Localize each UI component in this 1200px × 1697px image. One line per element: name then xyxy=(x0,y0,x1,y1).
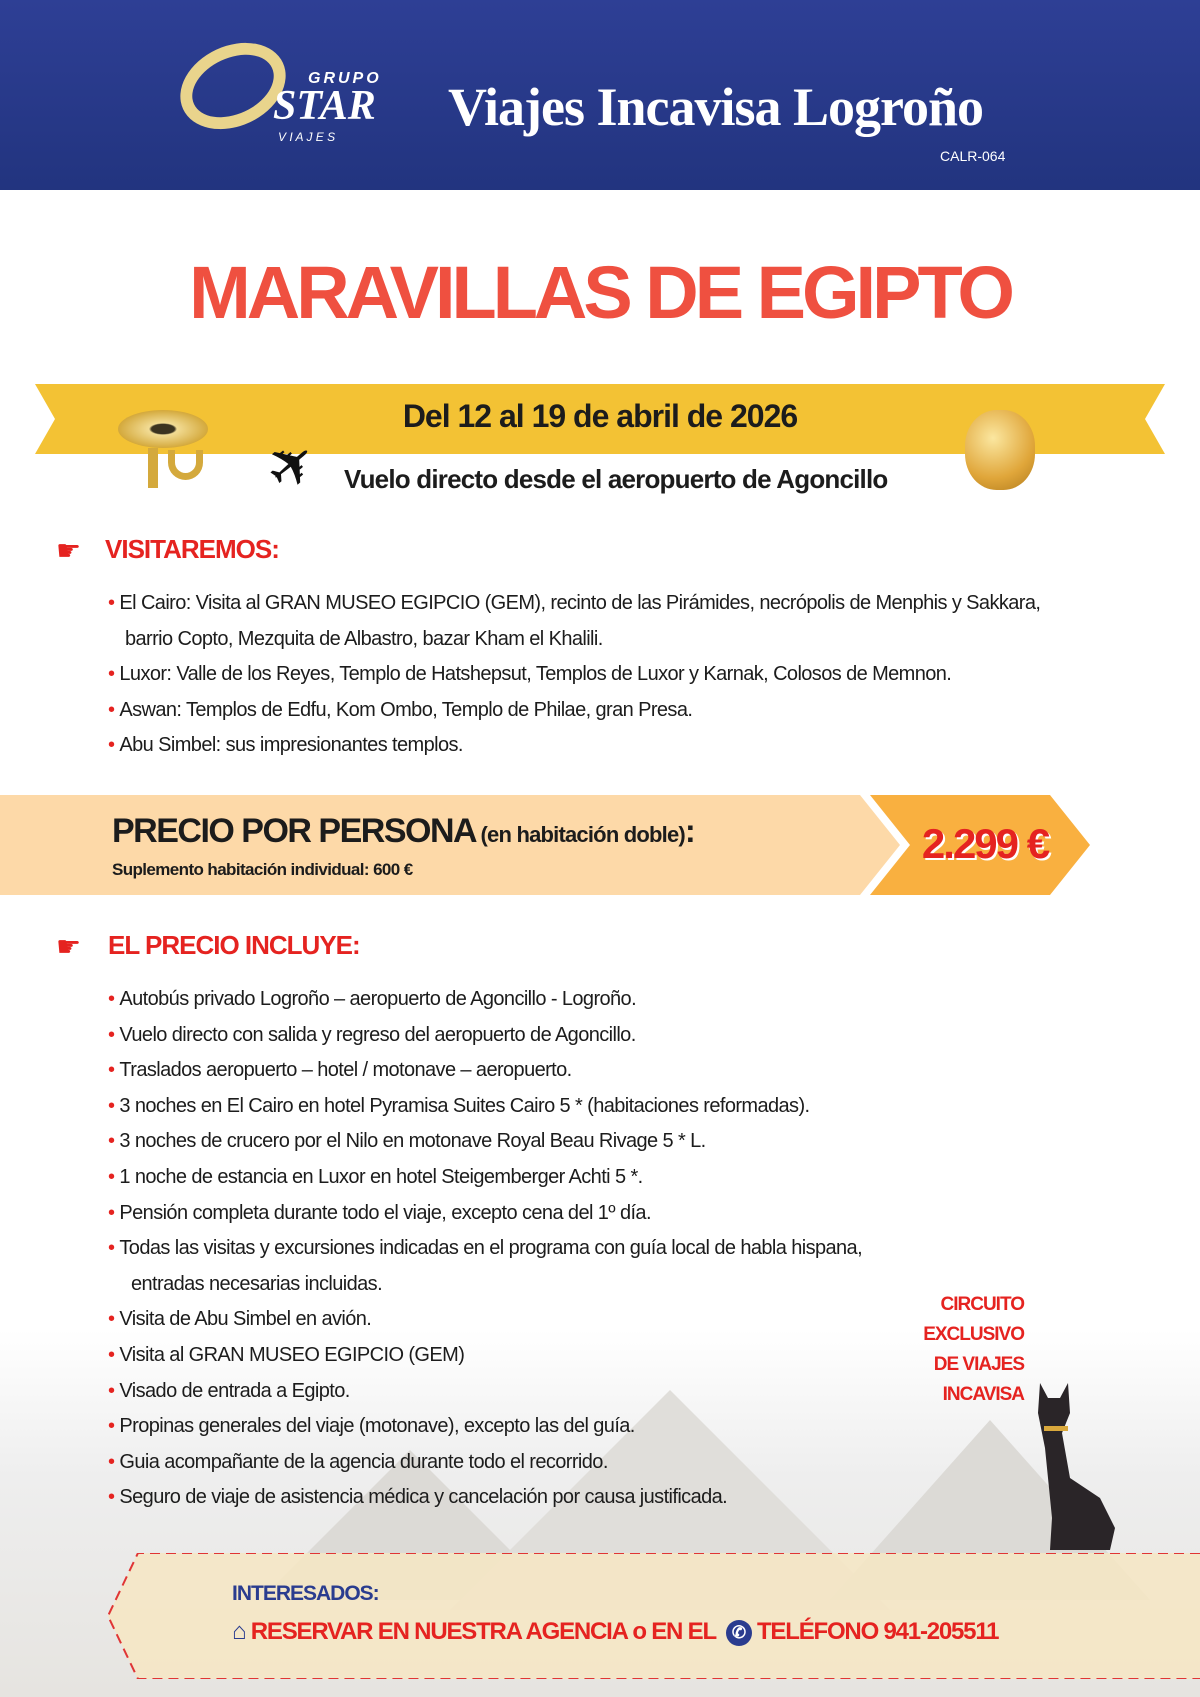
list-item: entradas necesarias incluidas. xyxy=(131,1272,383,1295)
list-item: • 3 noches en El Cairo en hotel Pyramisa Suites Cairo 5 * (habitaciones reformadas). xyxy=(108,1089,1008,1125)
single-supplement: Suplemento habitación individual: 600 € xyxy=(112,860,413,879)
list-item: • Vuelo directo con salida y regreso del aeropuerto de Agoncillo. xyxy=(108,1018,1008,1054)
cat-statue-icon xyxy=(1030,1378,1125,1558)
list-item: • Seguro de viaje de asistencia médica y cancelación por causa justificada. xyxy=(108,1480,1008,1516)
list-item: • Luxor: Valle de los Reyes, Templo de Hatshepsut, Templos de Luxor y Karnak, Colosos de Memnon. xyxy=(108,657,1168,693)
price-note: (en habitación doble) xyxy=(480,822,685,847)
pointing-hand-icon: ☛ xyxy=(56,931,82,962)
pointing-hand-icon: ☛ xyxy=(56,535,82,566)
phone-number[interactable]: TELÉFONO 941-205511 xyxy=(756,1618,999,1645)
supplement-wrap xyxy=(112,860,413,880)
list-item: • Abu Simbel: sus impresionantes templos. xyxy=(108,728,1168,764)
reserve-text: RESERVAR EN NUESTRA AGENCIA o EN EL xyxy=(250,1618,716,1645)
interested-label: INTERESADOS: xyxy=(232,1582,379,1605)
airplane-icon: ✈ xyxy=(252,425,332,507)
trip-dates: Del 12 al 19 de abril de 2026 xyxy=(402,398,798,434)
list-item: • El Cairo: Visita al GRAN MUSEO EGIPCIO (GEM), recinto de las Pirámides, necrópolis de Menphis y Sakkara, xyxy=(108,586,1168,622)
exclusive-circuit-note: CIRCUITO EXCLUSIVO DE VIAJES INCAVISA xyxy=(923,1294,1024,1405)
agency-name: Viajes Incavisa Logroño xyxy=(448,77,984,137)
list-item: • Todas las visitas y excursiones indicadas en el programa con guía local de habla hispana, xyxy=(108,1231,1008,1267)
scarab-icon xyxy=(955,395,1045,500)
contact-band xyxy=(108,1553,1200,1679)
title-wrap xyxy=(0,250,1200,335)
list-item: • Traslados aeropuerto – hotel / motonave – aeropuerto. xyxy=(108,1053,1008,1089)
list-item: • Aswan: Templos de Edfu, Kom Ombo, Templo de Philae, gran Presa. xyxy=(108,693,1168,729)
page-title: MARAVILLAS DE EGIPTO xyxy=(189,251,1011,334)
interested-wrap xyxy=(232,1582,379,1606)
includes-list xyxy=(108,982,1008,1516)
home-icon: ⌂ xyxy=(232,1618,246,1645)
agency-code: CALR-064 xyxy=(940,148,1006,164)
visit-list xyxy=(108,586,1168,764)
flight-wrap xyxy=(344,464,888,495)
list-item: • Propinas generales del viaje (motonave), excepto las del guía. xyxy=(108,1409,1008,1445)
list-item: • Guia acompañante de la agencia durante todo el recorrido. xyxy=(108,1445,1008,1481)
list-item: • Visita de Abu Simbel en avión. xyxy=(108,1302,1008,1338)
price-amount-wrap xyxy=(900,820,1070,868)
list-item: • Autobús privado Logroño – aeropuerto de Agoncillo - Logroño. xyxy=(108,982,1008,1018)
price-label: PRECIO POR PERSONA xyxy=(112,812,477,850)
visit-heading-wrap xyxy=(105,534,279,565)
includes-heading: EL PRECIO INCLUYE: xyxy=(108,930,360,960)
list-item: • Visita al GRAN MUSEO EGIPCIO (GEM) xyxy=(108,1338,1008,1374)
star-logo: GRUPO STAR V I A J E S xyxy=(178,38,418,148)
includes-heading-wrap xyxy=(108,930,360,961)
flight-info: Vuelo directo desde el aeropuerto de Agoncillo xyxy=(344,464,888,494)
list-item: • Visado de entrada a Egipto. xyxy=(108,1374,1008,1410)
list-item: • 3 noches de crucero por el Nilo en motonave Royal Beau Rivage 5 * L. xyxy=(108,1124,1008,1160)
visit-heading: VISITAREMOS: xyxy=(105,534,279,564)
header-banner xyxy=(0,0,1200,190)
reserve-line xyxy=(232,1618,998,1646)
price-amount: 2.299 € xyxy=(921,820,1049,867)
eye-of-horus-icon xyxy=(118,400,213,490)
list-item: • Pensión completa durante todo el viaje, excepto cena del 1º día. xyxy=(108,1196,1008,1232)
list-item: • 1 noche de estancia en Luxor en hotel Steigemberger Achti 5 *. xyxy=(108,1160,1008,1196)
phone-icon: ✆ xyxy=(726,1620,752,1646)
price-label-wrap: PRECIO POR PERSONA (en habitación doble): xyxy=(112,812,696,850)
list-item: barrio Copto, Mezquita de Albastro, bazar Kham el Khalili. xyxy=(125,627,603,650)
